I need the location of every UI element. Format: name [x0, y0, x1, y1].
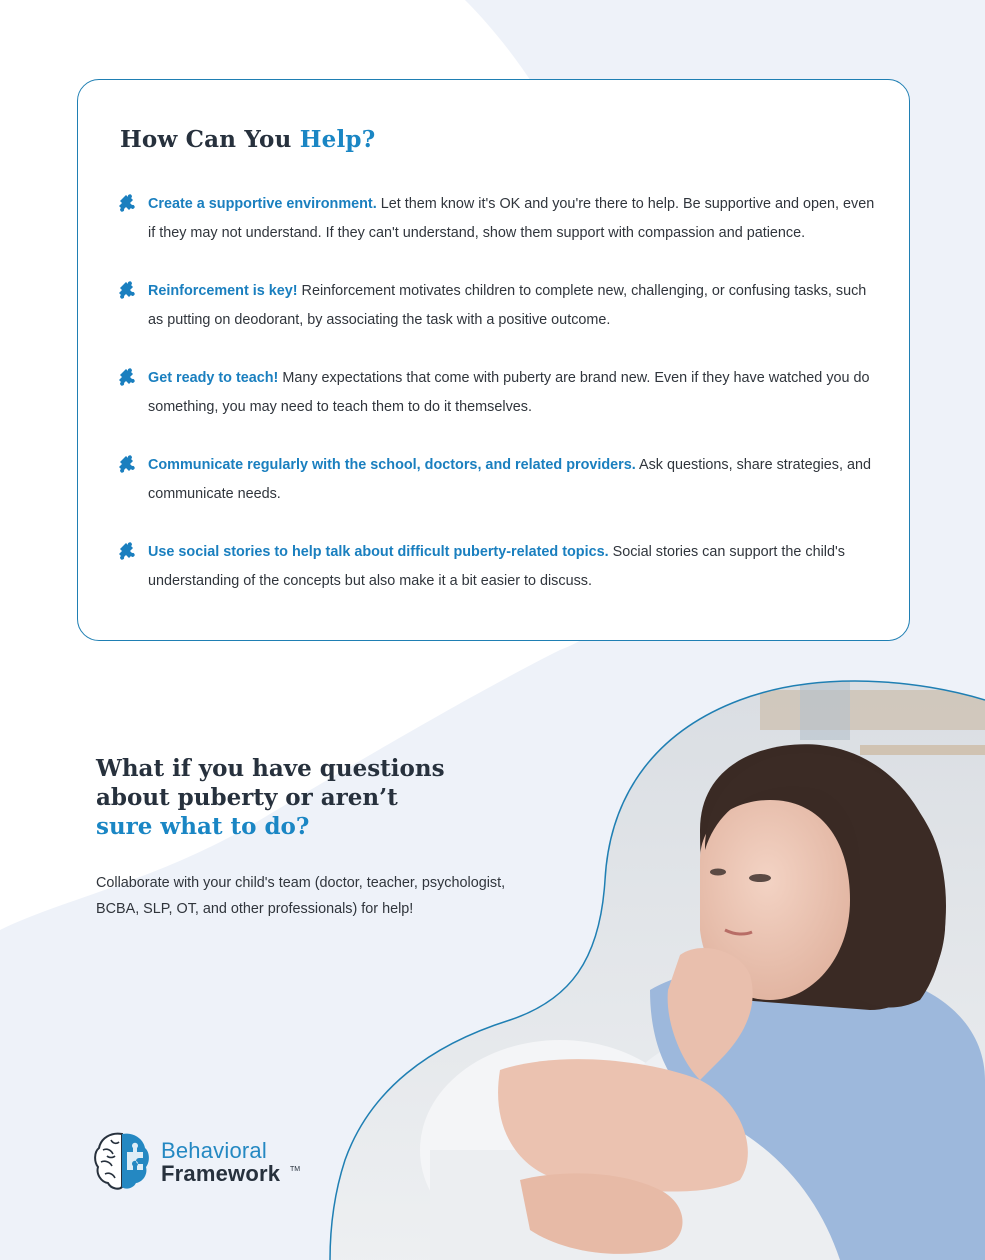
question-title-line2: about puberty or aren’t [96, 784, 398, 811]
help-title-accent: Help? [299, 126, 376, 153]
tip-body: Ask questions, share strategies, and communicate needs. [148, 457, 871, 502]
logo-trademark: TM [290, 1166, 301, 1173]
tip-lead: Use social stories to help talk about difficult puberty-related topics. [148, 544, 609, 560]
tip-lead: Create a supportive environment. [148, 196, 377, 212]
brand-logo [93, 1130, 313, 1194]
help-title-main: How Can You [120, 126, 300, 153]
question-title-accent: sure what to do? [96, 813, 310, 840]
tip-body: Many expectations that come with puberty are brand new. Even if they have watched you do something, you may need to teach them to do it themselves. [148, 370, 870, 415]
tip-lead: Communicate regularly with the school, doctors, and related providers. [148, 457, 636, 473]
logo-word-framework: Framework [161, 1161, 281, 1186]
question-body: Collaborate with your child's team (doctor, teacher, psychologist, BCBA, SLP, OT, and other professionals) for help! [96, 875, 506, 917]
tip-lead: Reinforcement is key! [148, 283, 298, 299]
question-title-line1: What if you have questions [96, 755, 445, 782]
tip-lead: Get ready to teach! [148, 370, 279, 386]
tip-body: Reinforcement motivates children to complete new, challenging, or confusing tasks, such as putting on deodorant, by associating the task with a positive outcome. [148, 283, 867, 328]
tip-body: Let them know it's OK and you're there to help. Be supportive and open, even if they may not understand. If they can't understand, show them support with compassion and patience. [148, 196, 875, 241]
brain-puzzle-logo-icon [93, 1130, 151, 1192]
tip-body: Social stories can support the child's understanding of the concepts but also make it a bit easier to discuss. [148, 544, 845, 589]
logo-word-behavioral: Behavioral [161, 1138, 267, 1163]
